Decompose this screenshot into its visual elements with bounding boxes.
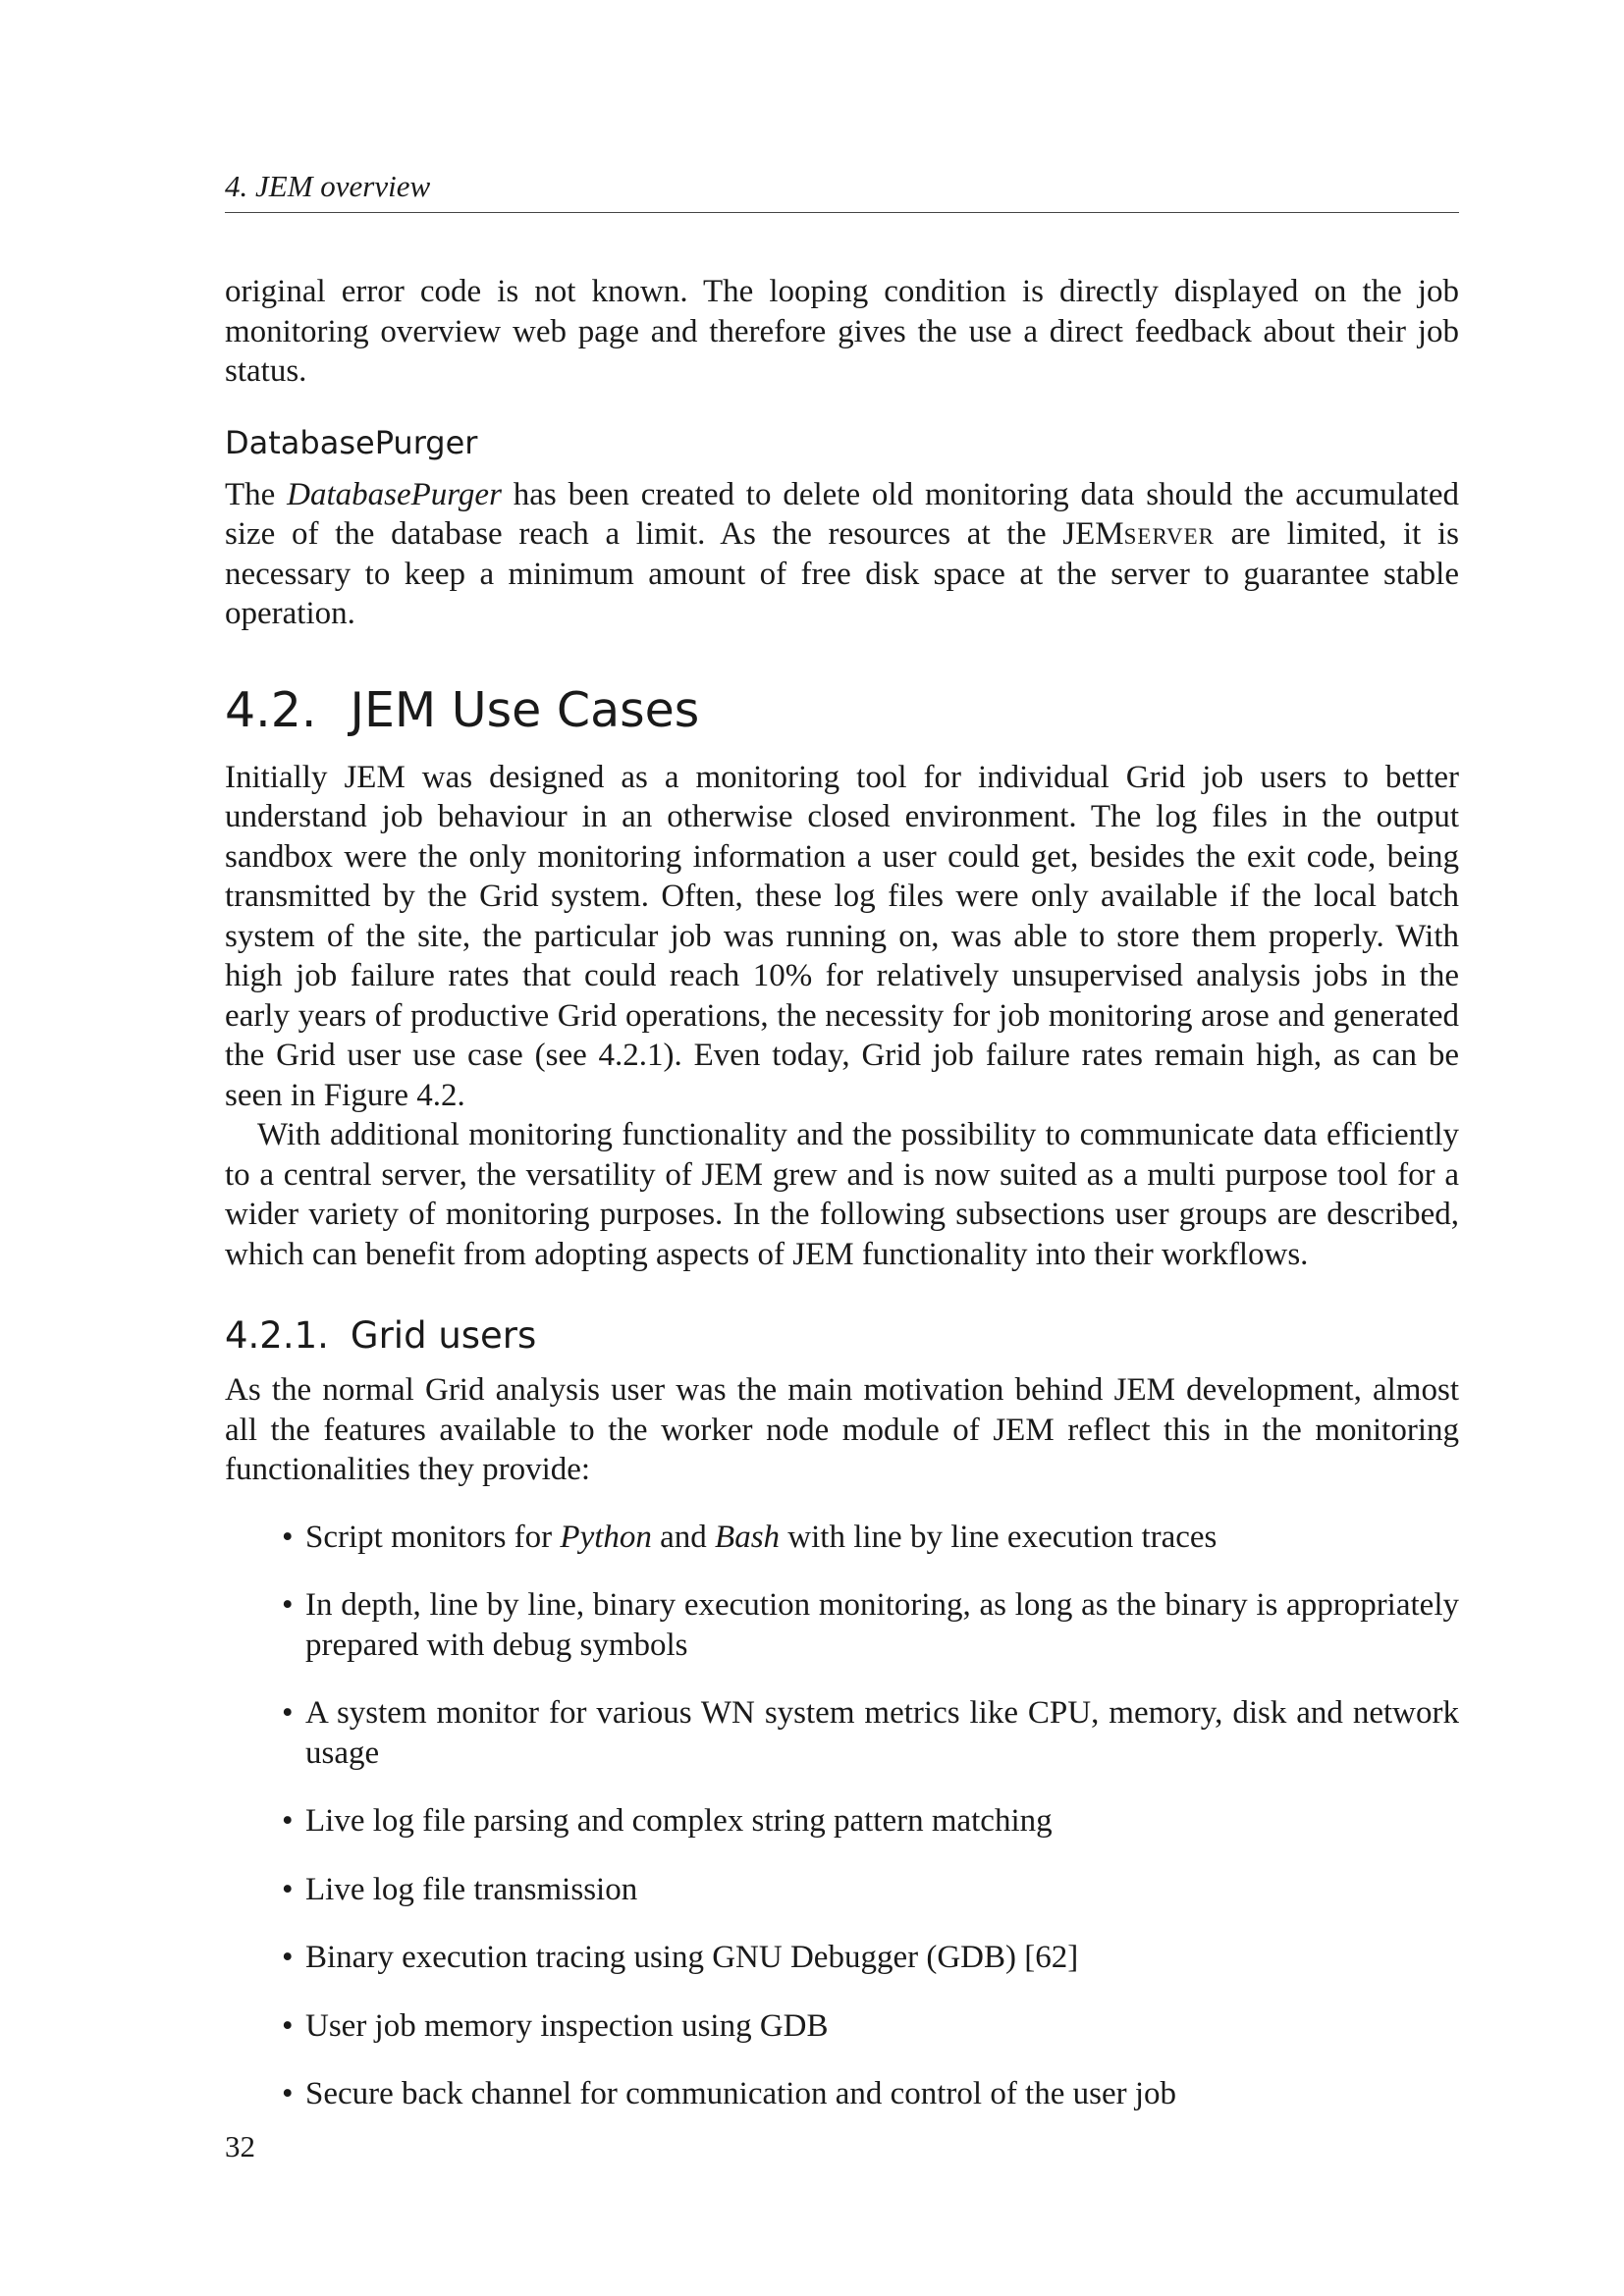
python-term: Python	[560, 1519, 652, 1555]
page-content	[225, 272, 1459, 2143]
text-span: and	[651, 1519, 716, 1555]
list-item-text: A system monitor for various WN system metrics like CPU, memory, disk and network usage	[305, 1695, 1459, 1771]
list-item-text: Live log file parsing and complex string pattern matching	[305, 1803, 1053, 1839]
bullet-icon: •	[282, 1940, 294, 1975]
list-item-text: In depth, line by line, binary execution monitoring, as long as the binary is appropriately prepared with debug symbols	[305, 1587, 1459, 1663]
text-span: The	[225, 476, 288, 512]
intro-paragraph: original error code is not known. The looping condition is directly displayed on the job monitoring overview web page and therefore gives the use a direct feedback about their job status.	[225, 274, 1459, 389]
subsection-number: 4.2.1.	[225, 1314, 329, 1357]
list-item-text: Secure back channel for communication and control of the user job	[305, 2076, 1177, 2111]
text-span: has been created to delete old monitoring data should the accumulated size of the database reach a limit. As the resources at the JEM	[225, 476, 1459, 552]
bullet-icon: •	[282, 1695, 294, 1731]
list-item-text: User job memory inspection using GDB	[305, 2007, 829, 2044]
section-paragraph-1: Initially JEM was designed as a monitoring tool for individual Grid job users to better understand job behaviour in an otherwise closed environment. The log files in the output sandbox were the only monitoring information a user could get, besides the exit code, being transmitted by the Grid system. Often, these log files were only available if the local batch system of the site, the particular job was running on, was able to store them properly. With high job failure rates that could reach 10% for relatively unsupervised analysis jobs in the early years of productive Grid operations, the necessity for job monitoring arose and generated the Grid user use case (see 4.2.1). Even today, Grid job failure rates remain high, as can be seen in Figure 4.2.	[225, 759, 1459, 1113]
list-item	[282, 1938, 1459, 1978]
running-head: 4. JEM overview	[225, 167, 1459, 213]
list-item	[282, 1585, 1459, 1665]
list-item	[282, 1518, 1459, 1558]
page-number: 32	[225, 2129, 255, 2163]
text-span: with line by line execution traces	[780, 1519, 1218, 1555]
bullet-icon: •	[282, 2076, 294, 2111]
bullet-icon: •	[282, 1871, 294, 1907]
list-item	[282, 2074, 1459, 2114]
section-heading	[225, 681, 1459, 740]
subsection-paragraph: As the normal Grid analysis user was the main motivation behind JEM development, almost all the features available to the worker node module of JEM reflect this in the monitoring functionalities they provide:	[225, 1372, 1459, 1487]
document-page	[225, 0, 1459, 2296]
jemserver-term: server	[1123, 516, 1215, 552]
bullet-icon: •	[282, 1587, 294, 1623]
list-item	[282, 1870, 1459, 1910]
list-item	[282, 1801, 1459, 1842]
subsection-heading	[225, 1313, 1459, 1359]
section-paragraph-2: With additional monitoring functionality and the possibility to communicate data efficiently to a central server, the versatility of JEM grew and is now suited as a multi purpose tool for a wider variety of monitoring purposes. In the following subsections user groups are described, which can benefit from adopting aspects of JEM functionality into their workflows.	[225, 1117, 1459, 1272]
bash-term: Bash	[715, 1519, 781, 1555]
feature-list	[225, 1518, 1459, 2114]
subsection-title: Grid users	[350, 1314, 537, 1357]
section-title: JEM Use Cases	[350, 681, 700, 738]
bullet-icon: •	[282, 1519, 294, 1555]
section-number: 4.2.	[225, 681, 317, 738]
text-span: are limited, it is necessary to keep a minimum amount of free disk space at the server to guarantee stable operation.	[225, 516, 1460, 631]
text-span: Script monitors for	[305, 1519, 561, 1555]
bullet-icon: •	[282, 1803, 294, 1839]
list-item-text: Live log file transmission	[305, 1871, 638, 1907]
list-item	[282, 1693, 1459, 1773]
databasepurger-paragraph	[225, 475, 1459, 634]
list-item-text: Binary execution tracing using GNU Debugger (GDB) [62]	[305, 1940, 1079, 1975]
databasepurger-term: DatabasePurger	[287, 476, 502, 512]
list-item	[282, 2006, 1459, 2047]
bullet-icon: •	[282, 2007, 294, 2044]
paragraph-heading-databasepurger: DatabasePurger	[225, 423, 478, 461]
